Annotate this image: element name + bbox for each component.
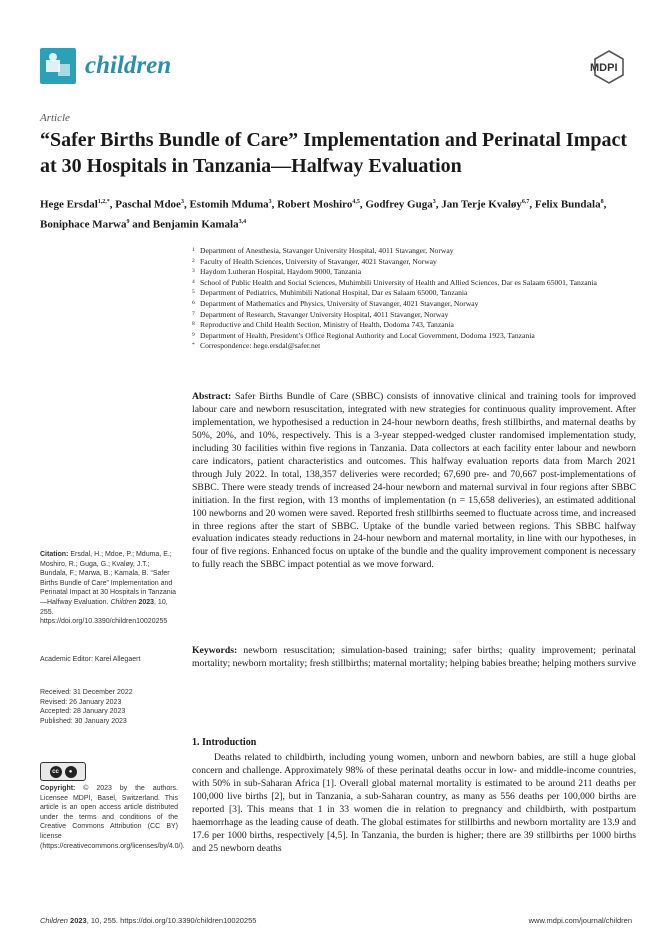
- affiliation-item: [192, 320, 632, 331]
- citation-year: 2023: [138, 598, 155, 606]
- journal-logo-icon: [40, 48, 76, 84]
- author-name: Estomih Mduma: [189, 198, 269, 211]
- affiliation-number: 7: [192, 310, 195, 317]
- cc-license-badge[interactable]: [40, 762, 86, 781]
- abstract: [192, 391, 636, 572]
- author-name: Jan Terje Kvaløy: [441, 198, 522, 211]
- footer-year: 2023: [70, 916, 87, 925]
- affiliation-text: Correspondence: hege.ersdal@safer.net: [200, 341, 321, 351]
- affiliation-list: [192, 246, 632, 352]
- date-accepted: Accepted: 28 January 2023: [40, 708, 126, 716]
- academic-editor: Academic Editor: Karel Allegaert: [40, 656, 141, 663]
- author-separator: ,: [603, 198, 607, 211]
- keywords-text: newborn resuscitation; simulation-based training; safer births; quality improvement; perinatal mortality; newborn mortality; fresh stillbirths; maternal mortality; helping babies breathe; helping mothers survive: [192, 645, 636, 669]
- affiliation-item: [192, 278, 632, 289]
- author-separator: ,: [359, 198, 366, 211]
- page-title: “Safer Births Bundle of Care” Implementation and Perinatal Impact at 30 Hospitals in Tanzania—Halfway Evaluation: [40, 129, 628, 177]
- affiliation-number: 4: [192, 278, 195, 285]
- author-separator: ,: [435, 198, 442, 211]
- affiliation-number: 2: [192, 257, 195, 264]
- author-affiliation-marker: 4,5: [352, 199, 360, 205]
- footer-journal-url[interactable]: www.mdpi.com/journal/children: [528, 916, 632, 925]
- author-separator: and: [129, 218, 153, 231]
- affiliation-item: [192, 267, 632, 278]
- affiliation-number: 1: [192, 247, 195, 253]
- affiliation-text: School of Public Health and Social Sciences, Muhimbili University of Health and Allied Sciences, Dar es Salaam 65001, Tanzania: [200, 277, 597, 287]
- author-name: Hege Ersdal: [40, 198, 98, 211]
- affiliation-item: [192, 299, 632, 310]
- affiliation-number: 9: [192, 331, 195, 338]
- journal-logo: [40, 48, 76, 84]
- article-type: Article: [40, 112, 70, 124]
- affiliation-item: [192, 257, 632, 268]
- affiliation-item: [192, 246, 632, 257]
- article-dates: [40, 688, 178, 726]
- affiliation-text: Department of Health, President’s Office Regional Authority and Local Government, Dodoma 1923, Tanzania: [200, 330, 535, 340]
- author-name: Benjamin Kamala: [152, 218, 239, 231]
- author-affiliation-marker: 3,4: [238, 218, 247, 225]
- affiliation-text: Faculty of Health Sciences, University of Stavanger, 4021 Stavanger, Norway: [200, 256, 437, 266]
- footer-journal: Children: [40, 916, 68, 925]
- citation-doi[interactable]: , 10, 255. https://doi.org/10.3390/children10020255: [40, 598, 168, 626]
- affiliation-text: Reproductive and Child Health Section, Ministry of Health, Dodoma 743, Tanzania: [200, 320, 454, 330]
- affiliation-text: Department of Pediatrics, Muhimbili National Hospital, Dar es Salaam 65000, Tanzania: [200, 288, 468, 298]
- copyright: [40, 784, 185, 851]
- author-separator: ,: [109, 198, 116, 211]
- author-affiliation-marker: 8: [600, 199, 604, 205]
- copyright-label: Copyright:: [40, 785, 76, 792]
- author-affiliation-marker: 3: [432, 199, 436, 205]
- date-received: Received: 31 December 2022: [40, 689, 133, 696]
- citation-label: Citation:: [40, 551, 69, 558]
- affiliation-number: 6: [192, 299, 195, 306]
- affiliation-text: Haydom Lutheran Hospital, Haydom 9000, Tanzania: [200, 267, 362, 277]
- author-name: Robert Moshiro: [277, 198, 353, 211]
- author-affiliation-marker: 3: [180, 199, 184, 205]
- author-affiliation-marker: 3: [268, 199, 272, 205]
- author-affiliation-marker: 1,2,*: [97, 199, 110, 205]
- affiliation-number: 3: [192, 268, 195, 275]
- author-affiliation-marker: 6,7: [521, 199, 530, 205]
- affiliation-item: [192, 288, 632, 299]
- author-separator: ,: [271, 198, 278, 211]
- affiliation-item: [192, 331, 632, 342]
- author-separator: ,: [529, 198, 535, 211]
- introduction-paragraph: Deaths related to childbirth, including young women, unborn and newborn babies, are still a huge global concern and challenge. Approximately 98% of these perinatal deaths occur in low- and middle-income countries, with 50% in sub-Saharan Africa [1]. Overall global maternal mortality is estimated to be around 211 deaths per 100,000 live births [2], but in Tanzania, a sub-Saharan country, as many as 556 deaths per 100,000 births are reported [3]. This means that 1 in 33 women die in relation to pregnancy and childbirth, with postpartum haemorrhage as the leading cause of death. The global estimates for stillbirths and newborn mortality are 13.9 and 17.6 per 1000 births, respectively [4,5]. In Tanzania, the burden is higher; there are 39 stillbirths per 1000 births and 25 newborn deaths: [192, 752, 636, 854]
- author-affiliation-marker: 9: [126, 218, 130, 225]
- affiliation-item: [192, 341, 632, 352]
- affiliation-number: 5: [192, 289, 195, 296]
- introduction-body: [192, 752, 636, 856]
- abstract-text: Safer Births Bundle of Care (SBBC) consists of innovative clinical and training tools for improved labour care and newborn resuscitation, integrated with new strategies for continuous quality improvement. After implementation, we hypothesised a reduction in 24-hour newborn deaths, fresh stillbirths, and maternal deaths by 50%, 20%, and 10%, respectively. This is a 3-year stepped-wedged cluster randomised implementation study, including 30 facilities within five regions in Tanzania. Data collectors at each facility enter labour and newborn care indicators, patient characteristics and outcomes. This halfway evaluation reports data from March 2021 through July 2022. In total, 138,357 deliveries were recorded; 67,690 pre- and 70,667 post-implementations of SBBC. There were steady trends of increased 24-hour newborn and maternal survival in four regions after SBBC initiation. In the first region, with 13 months of implementation (n = 15,658 deliveries), an estimated additional 100 newborns and 20 women were saved. Reported fresh stillbirths seemed to fluctuate across time, and increased in three regions after the start of SBBC. Uptake of the bundle varied between regions. This SBBC halfway evaluation indicates steady reductions in 24-hour newborn and maternal mortality, in line with our hypotheses, in four of five regions. Enhanced focus on uptake of the bundle and the quality improvement component is necessary to fully reach the SBBC impact potential as we move forward.: [192, 391, 636, 571]
- affiliation-number: *: [192, 342, 195, 349]
- author-name: Godfrey Guga: [365, 198, 433, 211]
- journal-name: children: [85, 52, 172, 79]
- cc-icon: cc: [50, 766, 62, 778]
- keywords-label: Keywords:: [192, 645, 238, 656]
- author-separator: ,: [183, 198, 190, 211]
- publisher-name: MDPI: [590, 62, 618, 74]
- citation-text: Ersdal, H.; Mdoe, P.; Mduma, E.; Moshiro, R.; Guga, G.; Kvaløy, J.T.; Bundala, F.; Marwa, B.; Kamala, B. “Safer Births Bundle of Care” Implementation and Perinatal Impact at 30 Hospitals in Tanzania—Halfway Evaluation.: [40, 551, 177, 606]
- date-published: Published: 30 January 2023: [40, 717, 127, 725]
- affiliation-item: [192, 310, 632, 321]
- section-heading-introduction: 1. Introduction: [192, 737, 257, 748]
- affiliation-text: Department of Research, Stavanger University Hospital, 4011 Stavanger, Norway: [200, 309, 449, 319]
- keywords: [192, 645, 636, 671]
- author-name: Felix Bundala: [534, 198, 601, 211]
- footer-doi[interactable]: , 10, 255. https://doi.org/10.3390/children10020255: [86, 916, 257, 925]
- copyright-text: © 2023 by the authors. Licensee MDPI, Basel, Switzerland. This article is an open access article distributed under the terms and conditions of the Creative Commons Attribution (CC BY) license (https://creativecommons.org/licenses/by/4.0/).: [40, 785, 185, 850]
- footer-citation: [40, 916, 256, 925]
- author-name: Paschal Mdoe: [115, 198, 181, 211]
- author-name: Boniphace Marwa: [40, 218, 127, 231]
- affiliation-text: Department of Anesthesia, Stavanger University Hospital, 4011 Stavanger, Norway: [200, 246, 454, 255]
- citation: [40, 550, 178, 627]
- date-revised: Revised: 26 January 2023: [40, 698, 122, 706]
- author-list: [40, 194, 640, 233]
- citation-journal: Children: [110, 598, 137, 606]
- by-person-icon: ●: [65, 766, 77, 778]
- abstract-label: Abstract:: [192, 391, 232, 402]
- affiliation-text: Department of Mathematics and Physics, University of Stavanger, 4021 Stavanger, Norway: [200, 298, 479, 308]
- affiliation-number: 8: [192, 321, 195, 328]
